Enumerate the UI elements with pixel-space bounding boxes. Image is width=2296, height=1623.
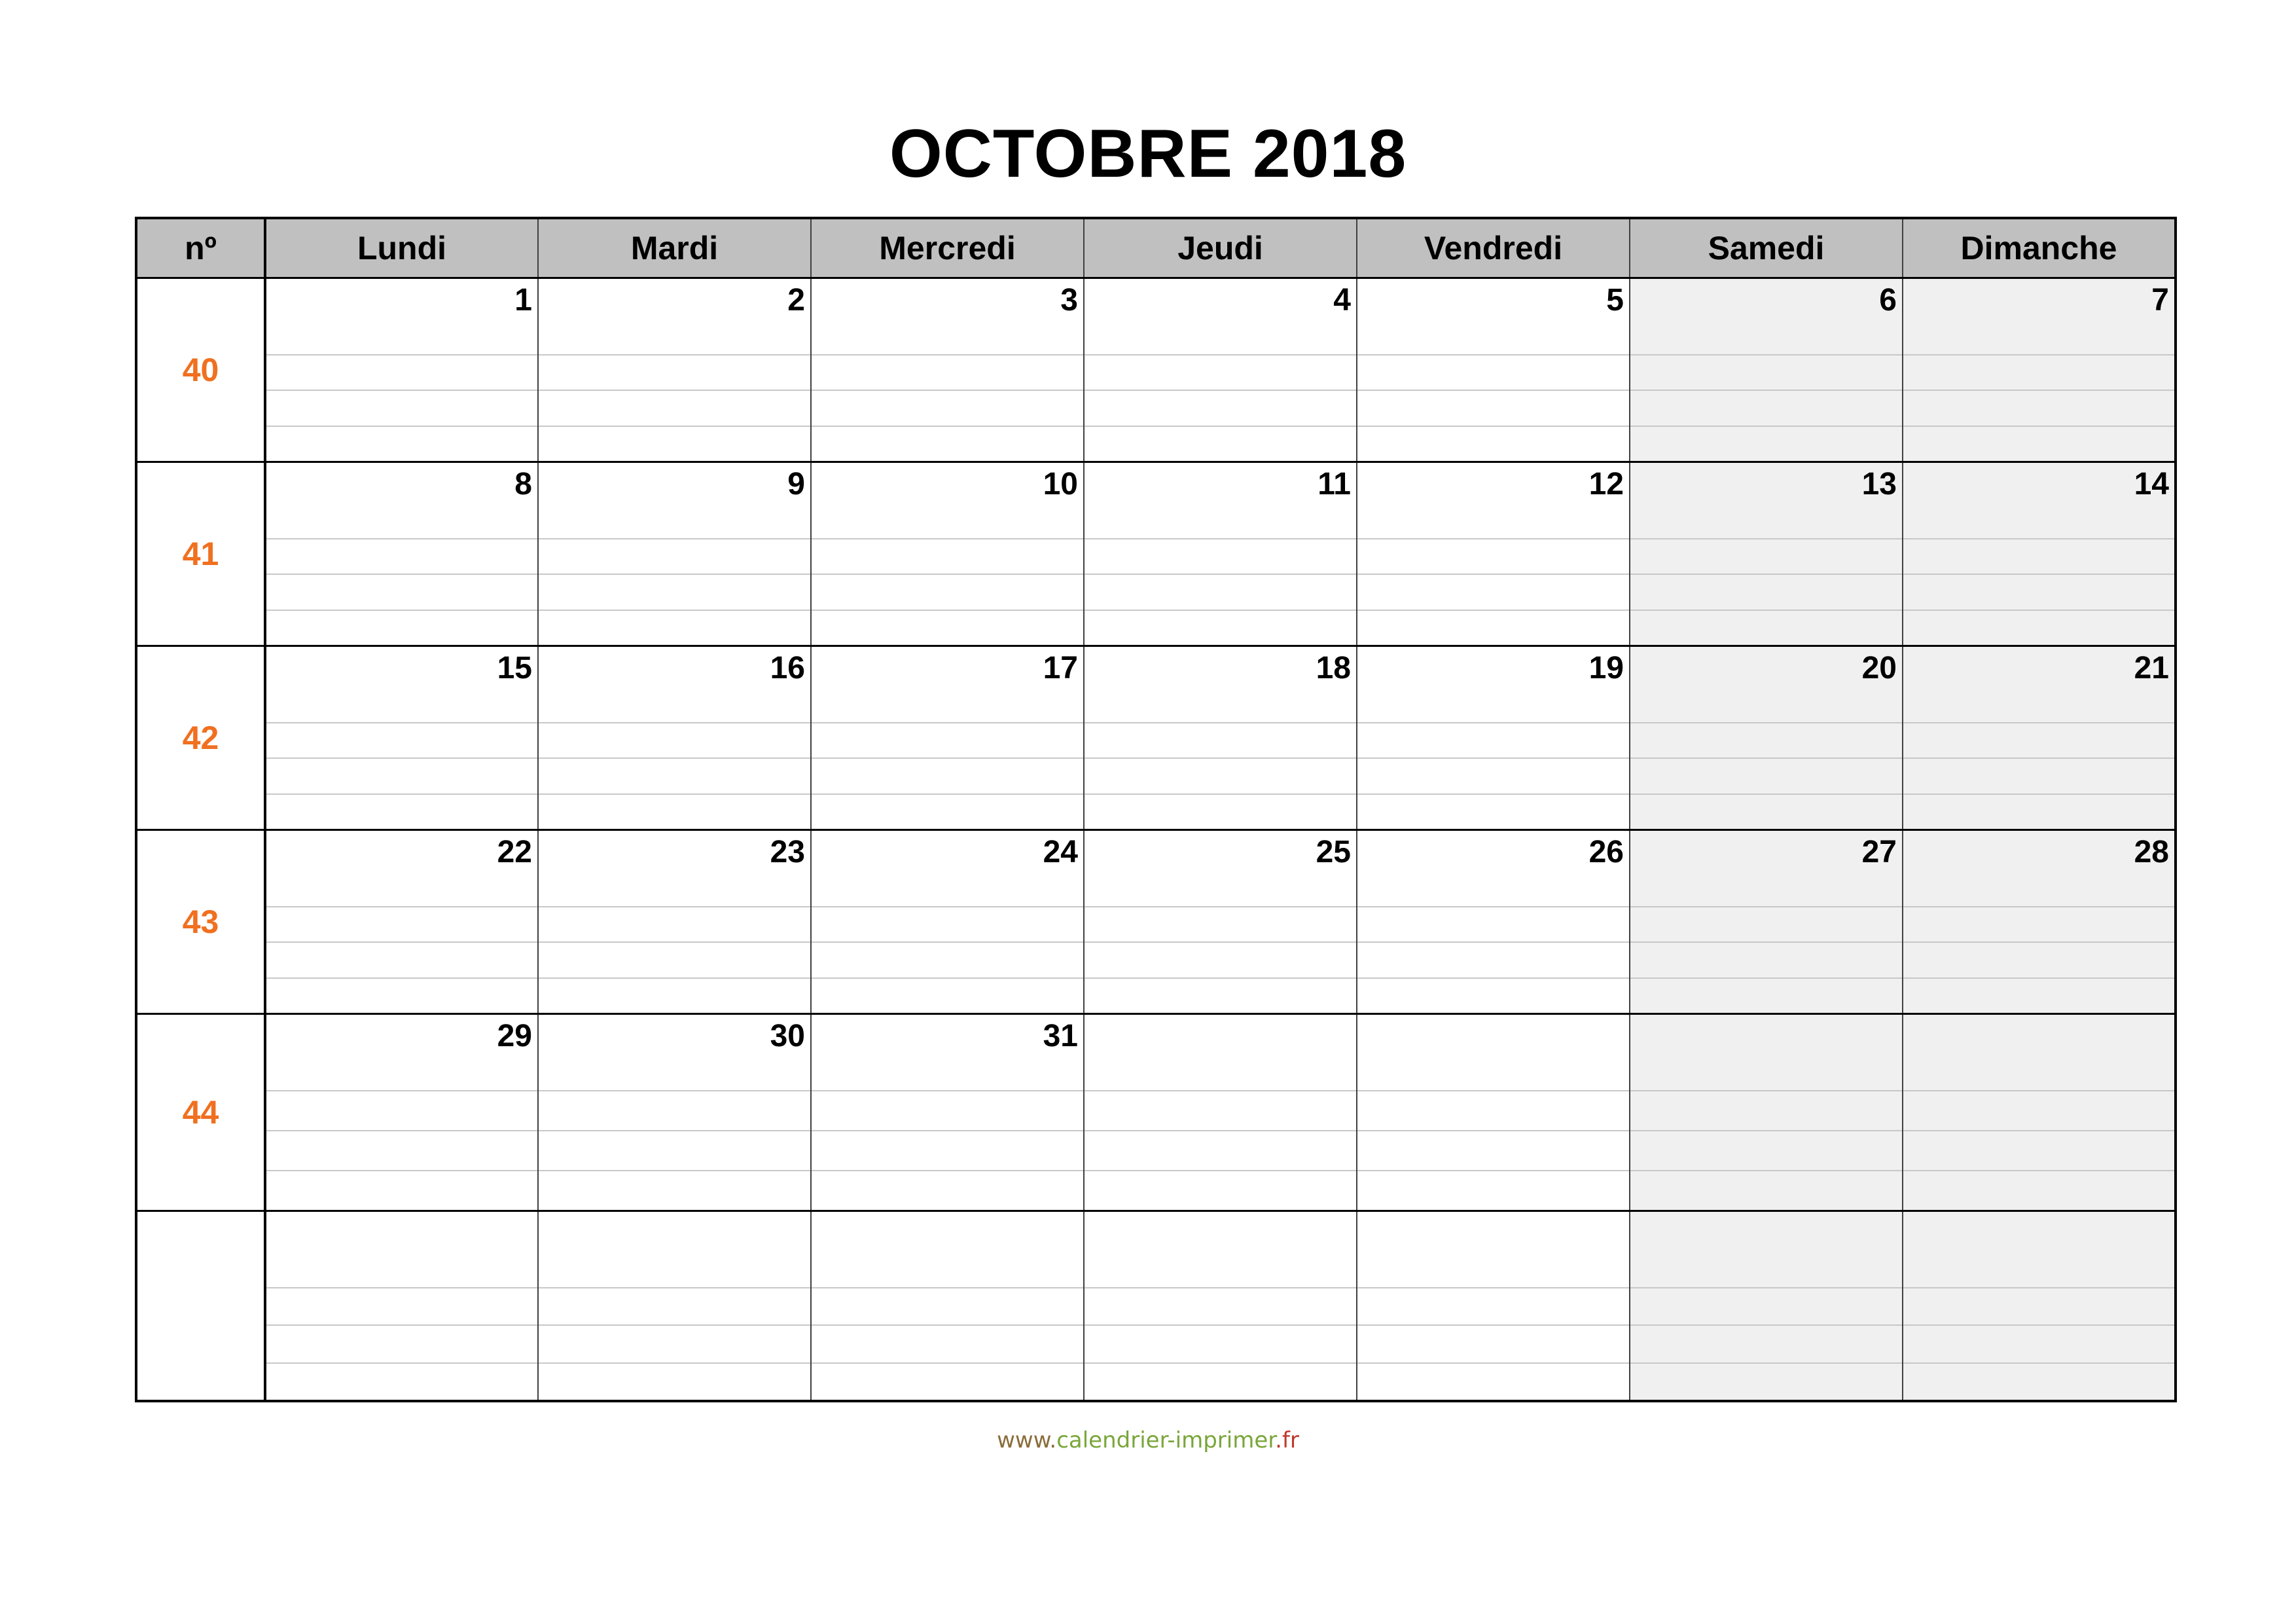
note-line <box>539 906 810 941</box>
day-cell[interactable] <box>1903 278 2176 462</box>
note-line <box>1630 1324 1902 1362</box>
note-line <box>266 977 537 1013</box>
day-number <box>539 1212 810 1287</box>
day-cell[interactable] <box>1630 1211 1903 1402</box>
week-number: 40 <box>136 278 265 462</box>
note-line <box>1903 722 2174 757</box>
day-cell[interactable] <box>811 1211 1084 1402</box>
note-line <box>1630 793 1902 829</box>
day-cell[interactable] <box>538 1014 811 1211</box>
day-number: 23 <box>770 835 805 869</box>
day-cell[interactable] <box>1357 1014 1630 1211</box>
note-line <box>1357 1287 1629 1324</box>
note-line <box>1085 906 1356 941</box>
day-header-mardi: Mardi <box>538 218 811 278</box>
week-row <box>136 1014 2176 1211</box>
day-number: 11 <box>1318 467 1351 501</box>
day-cell[interactable] <box>1630 1014 1903 1211</box>
day-number: 3 <box>1060 283 1078 318</box>
note-line <box>1085 722 1356 757</box>
note-line <box>812 538 1083 574</box>
note-line <box>1630 354 1902 390</box>
day-cell[interactable] <box>1903 1211 2176 1402</box>
day-cell[interactable] <box>811 830 1084 1014</box>
note-line <box>1903 793 2174 829</box>
note-line <box>1085 1130 1356 1170</box>
day-number: 31 <box>1043 1019 1078 1053</box>
day-cell[interactable] <box>538 830 811 1014</box>
note-line <box>1903 610 2174 645</box>
note-line <box>1903 1170 2174 1210</box>
note-line <box>1085 1287 1356 1324</box>
note-line <box>1085 977 1356 1013</box>
day-number <box>1630 1212 1902 1287</box>
note-line <box>812 610 1083 645</box>
note-line <box>812 354 1083 390</box>
day-number: 19 <box>1588 651 1624 685</box>
note-line <box>539 1130 810 1170</box>
note-line <box>1085 426 1356 461</box>
note-line <box>812 906 1083 941</box>
note-line <box>1903 906 2174 941</box>
week-row <box>136 278 2176 462</box>
note-line <box>266 426 537 461</box>
day-number: 16 <box>770 651 805 685</box>
day-cell[interactable] <box>1903 462 2176 646</box>
note-line <box>1357 941 1629 977</box>
note-line <box>1085 574 1356 609</box>
note-line <box>1085 610 1356 645</box>
day-cell[interactable] <box>265 830 538 1014</box>
note-line <box>266 1362 537 1400</box>
day-number: 30 <box>770 1019 805 1053</box>
note-line <box>1085 390 1356 425</box>
note-line <box>812 1362 1083 1400</box>
day-number: 2 <box>787 283 805 318</box>
calendar-grid <box>135 217 2177 1402</box>
day-number: 27 <box>1861 835 1897 869</box>
note-line <box>1085 1090 1356 1130</box>
note-line <box>266 390 537 425</box>
day-cell[interactable] <box>1084 830 1357 1014</box>
note-line <box>1357 1170 1629 1210</box>
day-cell[interactable] <box>1357 1211 1630 1402</box>
note-line <box>539 354 810 390</box>
day-cell[interactable] <box>1630 278 1903 462</box>
note-line <box>1630 977 1902 1013</box>
day-header-vendredi: Vendredi <box>1357 218 1630 278</box>
note-line <box>1357 1090 1629 1130</box>
note-line <box>1357 574 1629 609</box>
note-line <box>539 1090 810 1130</box>
day-number: 14 <box>2134 467 2169 501</box>
week-row <box>136 1211 2176 1402</box>
note-line <box>1630 906 1902 941</box>
note-line <box>1085 1362 1356 1400</box>
day-cell[interactable] <box>1357 462 1630 646</box>
note-line <box>1903 1090 2174 1130</box>
week-number-header: nº <box>136 218 265 278</box>
note-line <box>1903 1130 2174 1170</box>
note-line <box>1357 1362 1629 1400</box>
note-line <box>1357 610 1629 645</box>
week-number: 44 <box>136 1014 265 1211</box>
day-number: 6 <box>1879 283 1897 318</box>
day-cell[interactable] <box>811 278 1084 462</box>
week-row <box>136 830 2176 1014</box>
note-line <box>1903 354 2174 390</box>
note-line <box>1630 1362 1902 1400</box>
note-line <box>539 1170 810 1210</box>
note-line <box>539 538 810 574</box>
note-line <box>1630 426 1902 461</box>
note-line <box>1085 1324 1356 1362</box>
day-cell[interactable] <box>1357 278 1630 462</box>
week-number: 43 <box>136 830 265 1014</box>
day-number: 25 <box>1316 835 1351 869</box>
note-line <box>812 1130 1083 1170</box>
note-line <box>539 793 810 829</box>
day-number: 13 <box>1861 467 1897 501</box>
day-number <box>266 1212 537 1287</box>
note-line <box>1085 941 1356 977</box>
footer-tld: .fr <box>1275 1427 1299 1453</box>
note-line <box>1903 977 2174 1013</box>
day-number <box>812 1212 1083 1287</box>
day-number: 9 <box>787 467 805 501</box>
note-line <box>266 1130 537 1170</box>
day-number: 18 <box>1316 651 1351 685</box>
day-cell[interactable] <box>538 462 811 646</box>
day-cell[interactable] <box>538 646 811 830</box>
note-line <box>539 1287 810 1324</box>
day-header-samedi: Samedi <box>1630 218 1903 278</box>
day-number <box>1085 1212 1356 1287</box>
note-line <box>1357 1324 1629 1362</box>
note-line <box>1085 757 1356 793</box>
note-line <box>1357 538 1629 574</box>
day-cell[interactable] <box>1630 646 1903 830</box>
note-line <box>1630 1090 1902 1130</box>
day-cell[interactable] <box>1084 278 1357 462</box>
note-line <box>1630 1287 1902 1324</box>
day-number: 12 <box>1588 467 1624 501</box>
day-number: 15 <box>497 651 532 685</box>
note-line <box>812 1090 1083 1130</box>
note-line <box>1357 906 1629 941</box>
note-line <box>812 390 1083 425</box>
note-line <box>1357 977 1629 1013</box>
day-header-mercredi: Mercredi <box>811 218 1084 278</box>
day-header-jeudi: Jeudi <box>1084 218 1357 278</box>
day-number: 8 <box>514 467 532 501</box>
week-number: 42 <box>136 646 265 830</box>
note-line <box>1903 1362 2174 1400</box>
day-number: 5 <box>1606 283 1624 318</box>
note-line <box>266 1324 537 1362</box>
note-line <box>812 1287 1083 1324</box>
week-row <box>136 462 2176 646</box>
day-number: 1 <box>514 283 532 318</box>
note-line <box>539 977 810 1013</box>
day-cell[interactable] <box>1084 1211 1357 1402</box>
note-line <box>1630 1130 1902 1170</box>
footer-url <box>0 1427 2296 1453</box>
note-line <box>539 1362 810 1400</box>
day-cell[interactable] <box>1903 1014 2176 1211</box>
note-line <box>1357 354 1629 390</box>
note-line <box>1085 1170 1356 1210</box>
note-line <box>1357 722 1629 757</box>
note-line <box>1903 1287 2174 1324</box>
note-line <box>266 722 537 757</box>
note-line <box>266 906 537 941</box>
note-line <box>1903 1324 2174 1362</box>
note-line <box>539 574 810 609</box>
note-line <box>539 757 810 793</box>
note-line <box>266 941 537 977</box>
day-number: 21 <box>2134 651 2169 685</box>
day-cell[interactable] <box>1630 462 1903 646</box>
day-number <box>1903 1015 2174 1090</box>
note-line <box>1630 757 1902 793</box>
day-number <box>1357 1015 1629 1090</box>
note-line <box>266 793 537 829</box>
day-cell[interactable] <box>1084 646 1357 830</box>
header-row <box>136 218 2176 278</box>
day-number: 28 <box>2134 835 2169 869</box>
note-line <box>1630 390 1902 425</box>
day-cell[interactable] <box>1630 830 1903 1014</box>
day-number: 29 <box>497 1019 532 1053</box>
note-line <box>812 722 1083 757</box>
page-title: OCTOBRE 2018 <box>889 116 1407 192</box>
note-line <box>539 722 810 757</box>
note-line <box>1903 941 2174 977</box>
day-cell[interactable] <box>1357 830 1630 1014</box>
day-cell[interactable] <box>811 462 1084 646</box>
note-line <box>539 610 810 645</box>
note-line <box>539 426 810 461</box>
note-line <box>1903 390 2174 425</box>
note-line <box>539 390 810 425</box>
day-cell[interactable] <box>538 1211 811 1402</box>
day-cell[interactable] <box>265 646 538 830</box>
note-line <box>1630 722 1902 757</box>
day-cell[interactable] <box>1357 646 1630 830</box>
note-line <box>812 941 1083 977</box>
day-cell[interactable] <box>265 1211 538 1402</box>
day-number: 26 <box>1588 835 1624 869</box>
day-cell[interactable] <box>1903 830 2176 1014</box>
week-number <box>136 1211 265 1402</box>
note-line <box>1357 1130 1629 1170</box>
note-line <box>1357 390 1629 425</box>
day-header-lundi: Lundi <box>265 218 538 278</box>
week-number: 41 <box>136 462 265 646</box>
day-cell[interactable] <box>811 1014 1084 1211</box>
day-number <box>1357 1212 1629 1287</box>
note-line <box>812 757 1083 793</box>
day-header-dimanche: Dimanche <box>1903 218 2176 278</box>
day-number: 22 <box>497 835 532 869</box>
note-line <box>1630 941 1902 977</box>
note-line <box>1630 538 1902 574</box>
note-line <box>1357 426 1629 461</box>
day-number: 7 <box>2151 283 2169 318</box>
note-line <box>812 574 1083 609</box>
note-line <box>1630 574 1902 609</box>
note-line <box>812 793 1083 829</box>
note-line <box>812 977 1083 1013</box>
note-line <box>1085 354 1356 390</box>
day-number <box>1085 1015 1356 1090</box>
day-cell[interactable] <box>265 278 538 462</box>
note-line <box>1085 538 1356 574</box>
note-line <box>266 1090 537 1130</box>
note-line <box>812 426 1083 461</box>
note-line <box>266 574 537 609</box>
note-line <box>1630 1170 1902 1210</box>
note-line <box>1903 757 2174 793</box>
week-row <box>136 646 2176 830</box>
day-cell[interactable] <box>811 646 1084 830</box>
day-number <box>1903 1212 2174 1287</box>
note-line <box>266 354 537 390</box>
day-cell[interactable] <box>1084 1014 1357 1211</box>
note-line <box>1903 426 2174 461</box>
note-line <box>1085 793 1356 829</box>
day-cell[interactable] <box>1084 462 1357 646</box>
note-line <box>539 941 810 977</box>
footer-prefix: www. <box>997 1427 1057 1453</box>
note-line <box>266 610 537 645</box>
day-number <box>1630 1015 1902 1090</box>
note-line <box>1903 574 2174 609</box>
note-line <box>266 757 537 793</box>
day-number: 24 <box>1043 835 1078 869</box>
note-line <box>266 1287 537 1324</box>
day-number: 17 <box>1043 651 1078 685</box>
day-cell[interactable] <box>1903 646 2176 830</box>
note-line <box>1357 793 1629 829</box>
day-number: 4 <box>1333 283 1351 318</box>
note-line <box>266 538 537 574</box>
day-cell[interactable] <box>265 462 538 646</box>
note-line <box>1630 610 1902 645</box>
note-line <box>1357 757 1629 793</box>
note-line <box>812 1170 1083 1210</box>
day-cell[interactable] <box>265 1014 538 1211</box>
note-line <box>266 1170 537 1210</box>
day-number: 20 <box>1861 651 1897 685</box>
footer-domain: calendrier-imprimer <box>1056 1427 1276 1453</box>
day-number: 10 <box>1043 467 1078 501</box>
note-line <box>1903 538 2174 574</box>
note-line <box>812 1324 1083 1362</box>
day-cell[interactable] <box>538 278 811 462</box>
note-line <box>539 1324 810 1362</box>
